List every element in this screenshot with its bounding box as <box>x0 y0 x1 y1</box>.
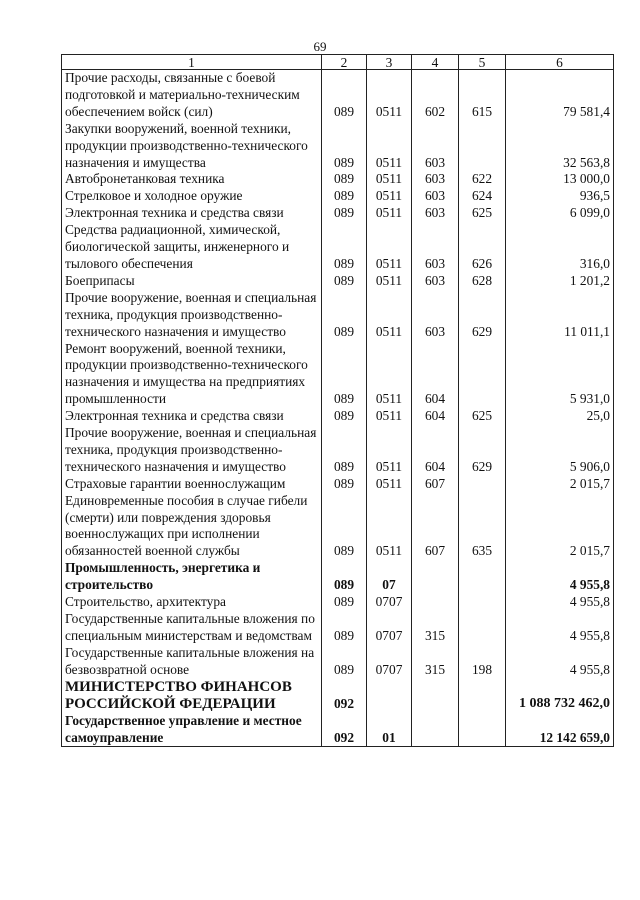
code-2-cell: 089 <box>322 611 367 645</box>
code-2-cell: 092 <box>322 679 367 713</box>
code-5-cell: 625 <box>459 408 506 425</box>
table-row <box>62 222 614 273</box>
amount-cell: 11 011,1 <box>506 290 614 341</box>
column-header: 6 <box>506 55 614 70</box>
code-3-cell: 0511 <box>367 408 412 425</box>
table-row <box>62 408 614 425</box>
code-3-cell: 0511 <box>367 341 412 409</box>
item-name-cell: Прочие вооружение, военная и специальная техника, продукция производственно-технического назначения и имущество <box>62 425 322 476</box>
amount-cell: 4 955,8 <box>506 645 614 679</box>
code-4-cell: 603 <box>412 222 459 273</box>
code-3-cell: 0511 <box>367 493 412 561</box>
amount-cell: 12 142 659,0 <box>506 713 614 747</box>
code-3-cell: 0707 <box>367 594 412 611</box>
table-row <box>62 493 614 561</box>
code-5-cell <box>459 679 506 713</box>
code-5-cell: 626 <box>459 222 506 273</box>
code-2-cell: 092 <box>322 713 367 747</box>
code-5-cell: 635 <box>459 493 506 561</box>
item-name-cell: МИНИСТЕРСТВО ФИНАНСОВ РОССИЙСКОЙ ФЕДЕРАЦИИ <box>62 679 322 713</box>
code-3-cell: 0511 <box>367 290 412 341</box>
code-3-cell <box>367 679 412 713</box>
budget-table <box>61 54 614 747</box>
column-header: 2 <box>322 55 367 70</box>
column-header: 1 <box>62 55 322 70</box>
code-2-cell: 089 <box>322 645 367 679</box>
code-5-cell <box>459 560 506 594</box>
code-5-cell: 615 <box>459 70 506 121</box>
amount-cell: 2 015,7 <box>506 476 614 493</box>
item-name-cell: Электронная техника и средства связи <box>62 205 322 222</box>
item-name-cell: Электронная техника и средства связи <box>62 408 322 425</box>
amount-cell: 4 955,8 <box>506 594 614 611</box>
code-3-cell: 0511 <box>367 205 412 222</box>
code-4-cell <box>412 594 459 611</box>
amount-cell: 4 955,8 <box>506 560 614 594</box>
item-name-cell: Стрелковое и холодное оружие <box>62 188 322 205</box>
item-name-cell: Средства радиационной, химической, биологической защиты, инженерного и тылового обеспечения <box>62 222 322 273</box>
code-2-cell: 089 <box>322 560 367 594</box>
code-5-cell <box>459 713 506 747</box>
table-row <box>62 188 614 205</box>
code-4-cell: 604 <box>412 408 459 425</box>
table-header-row <box>62 55 614 70</box>
table-row <box>62 171 614 188</box>
code-2-cell: 089 <box>322 493 367 561</box>
table-row <box>62 713 614 747</box>
table-row <box>62 611 614 645</box>
item-name-cell: Ремонт вооружений, военной техники, продукции производственно-технического назначения и имущества на предприятиях промышленности <box>62 341 322 409</box>
table-row <box>62 205 614 222</box>
item-name-cell: Прочие вооружение, военная и специальная техника, продукция производственно-технического назначения и имущество <box>62 290 322 341</box>
code-4-cell: 607 <box>412 493 459 561</box>
amount-cell: 13 000,0 <box>506 171 614 188</box>
code-2-cell: 089 <box>322 273 367 290</box>
code-2-cell: 089 <box>322 70 367 121</box>
code-3-cell: 0511 <box>367 425 412 476</box>
column-header: 3 <box>367 55 412 70</box>
code-5-cell: 628 <box>459 273 506 290</box>
amount-cell: 2 015,7 <box>506 493 614 561</box>
code-2-cell: 089 <box>322 121 367 172</box>
amount-cell: 5 931,0 <box>506 341 614 409</box>
code-4-cell: 603 <box>412 171 459 188</box>
code-3-cell: 0511 <box>367 188 412 205</box>
code-2-cell: 089 <box>322 476 367 493</box>
code-3-cell: 0511 <box>367 171 412 188</box>
code-5-cell <box>459 121 506 172</box>
table-row <box>62 121 614 172</box>
code-3-cell: 0511 <box>367 70 412 121</box>
code-5-cell: 198 <box>459 645 506 679</box>
code-4-cell: 315 <box>412 645 459 679</box>
code-3-cell: 0511 <box>367 273 412 290</box>
code-4-cell: 603 <box>412 121 459 172</box>
code-2-cell: 089 <box>322 171 367 188</box>
code-5-cell: 629 <box>459 290 506 341</box>
table-row <box>62 476 614 493</box>
item-name-cell: Единовременные пособия в случае гибели (смерти) или повреждения здоровья военнослужащих при исполнении обязанностей военной службы <box>62 493 322 561</box>
code-5-cell <box>459 476 506 493</box>
amount-cell: 25,0 <box>506 408 614 425</box>
code-4-cell <box>412 560 459 594</box>
code-3-cell: 0511 <box>367 222 412 273</box>
code-5-cell <box>459 611 506 645</box>
amount-cell: 936,5 <box>506 188 614 205</box>
code-3-cell: 0707 <box>367 645 412 679</box>
code-2-cell: 089 <box>322 188 367 205</box>
table-row <box>62 560 614 594</box>
table-row <box>62 425 614 476</box>
code-4-cell: 603 <box>412 205 459 222</box>
page-number: 69 <box>313 39 327 54</box>
code-3-cell: 0707 <box>367 611 412 645</box>
code-2-cell: 089 <box>322 594 367 611</box>
code-4-cell <box>412 679 459 713</box>
code-3-cell: 07 <box>367 560 412 594</box>
code-4-cell: 603 <box>412 273 459 290</box>
code-5-cell: 625 <box>459 205 506 222</box>
table-row <box>62 594 614 611</box>
code-5-cell: 629 <box>459 425 506 476</box>
item-name-cell: Страховые гарантии военнослужащим <box>62 476 322 493</box>
code-2-cell: 089 <box>322 205 367 222</box>
item-name-cell: Боеприпасы <box>62 273 322 290</box>
table-row <box>62 679 614 713</box>
table-row <box>62 341 614 409</box>
amount-cell: 1 088 732 462,0 <box>506 679 614 713</box>
code-2-cell: 089 <box>322 408 367 425</box>
code-4-cell: 604 <box>412 341 459 409</box>
amount-cell: 1 201,2 <box>506 273 614 290</box>
amount-cell: 79 581,4 <box>506 70 614 121</box>
code-5-cell: 624 <box>459 188 506 205</box>
item-name-cell: Прочие расходы, связанные с боевой подготовкой и материально-техническим обеспечением войск (сил) <box>62 70 322 121</box>
code-4-cell <box>412 713 459 747</box>
code-5-cell <box>459 341 506 409</box>
code-3-cell: 0511 <box>367 121 412 172</box>
amount-cell: 32 563,8 <box>506 121 614 172</box>
item-name-cell: Строительство, архитектура <box>62 594 322 611</box>
code-5-cell <box>459 594 506 611</box>
code-4-cell: 604 <box>412 425 459 476</box>
code-2-cell: 089 <box>322 290 367 341</box>
amount-cell: 4 955,8 <box>506 611 614 645</box>
code-4-cell: 602 <box>412 70 459 121</box>
amount-cell: 5 906,0 <box>506 425 614 476</box>
code-2-cell: 089 <box>322 425 367 476</box>
item-name-cell: Государственные капитальные вложения на безвозвратной основе <box>62 645 322 679</box>
amount-cell: 6 099,0 <box>506 205 614 222</box>
code-4-cell: 607 <box>412 476 459 493</box>
table-row <box>62 273 614 290</box>
item-name-cell: Закупки вооружений, военной техники, продукции производственно-технического назначения и имущества <box>62 121 322 172</box>
table-row <box>62 70 614 121</box>
code-3-cell: 0511 <box>367 476 412 493</box>
column-header: 4 <box>412 55 459 70</box>
code-4-cell: 603 <box>412 188 459 205</box>
column-header: 5 <box>459 55 506 70</box>
amount-cell: 316,0 <box>506 222 614 273</box>
item-name-cell: Промышленность, энергетика и строительство <box>62 560 322 594</box>
table-row <box>62 645 614 679</box>
code-3-cell: 01 <box>367 713 412 747</box>
item-name-cell: Автобронетанковая техника <box>62 171 322 188</box>
code-5-cell: 622 <box>459 171 506 188</box>
code-4-cell: 603 <box>412 290 459 341</box>
code-4-cell: 315 <box>412 611 459 645</box>
item-name-cell: Государственное управление и местное самоуправление <box>62 713 322 747</box>
code-2-cell: 089 <box>322 341 367 409</box>
table-row <box>62 290 614 341</box>
item-name-cell: Государственные капитальные вложения по специальным министерствам и ведомствам <box>62 611 322 645</box>
code-2-cell: 089 <box>322 222 367 273</box>
